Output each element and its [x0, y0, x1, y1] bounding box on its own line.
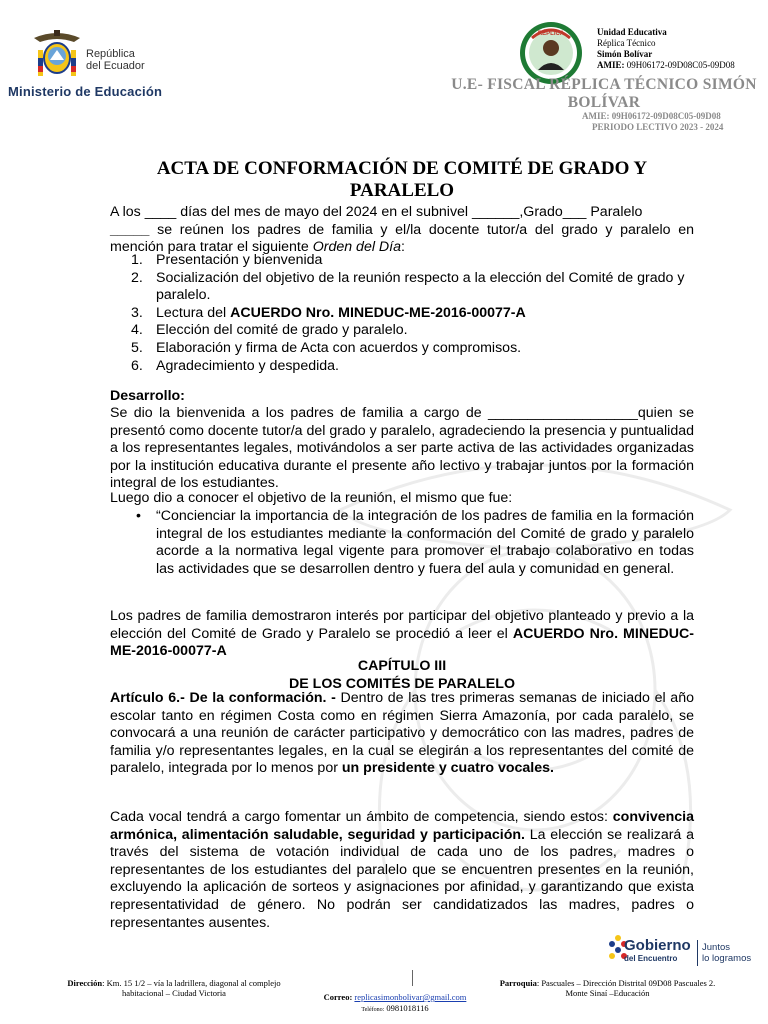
agenda-text: Agradecimiento y despedida.	[156, 357, 339, 374]
gobierno-logo	[608, 928, 768, 972]
intro-text-1: A los ____ días del mes de mayo del 2024 en el subnivel ______,Grado___ Paralelo	[110, 204, 643, 220]
gobierno-sub: del Encuentro	[624, 954, 678, 963]
agenda-num: 5.	[131, 339, 143, 356]
agenda-num: 4.	[131, 322, 143, 339]
capitulo-line2: DE LOS COMITÉS DE PARALELO	[289, 675, 515, 692]
republica-line2: del Ecuador	[86, 60, 145, 72]
document-title: ACTA DE CONFORMACIÓN DE COMITÉ DE GRADO Y PARALELO	[156, 158, 648, 201]
articulo-heading: Artículo 6.- De la conformación. -	[110, 690, 336, 706]
agenda-text: Elección del comité de grado y paralelo.	[156, 322, 408, 339]
intro-blank: _____	[110, 221, 150, 238]
gobierno-slogan	[702, 942, 751, 964]
institution-block	[597, 27, 735, 71]
direccion-text: : Km. 15 1/2 – vía la ladrillera, diagonal al complejo	[102, 978, 281, 988]
parroquia-text: : Pascuales – Dirección Distrital 09D08 Pascuales 2.	[536, 978, 716, 988]
footer-telefono	[300, 1003, 490, 1015]
amie-code: 09H06172-09D08C05-09D08	[626, 60, 735, 70]
agenda-item	[131, 305, 694, 323]
agenda-text: Socialización del objetivo de la reunión respecto a la elección del Comité de grado y paralelo.	[156, 269, 685, 304]
agenda-text: Lectura del	[156, 304, 231, 321]
orden-del-dia: Orden del Día	[312, 239, 402, 256]
inst-line3: Simón Bolívar	[597, 49, 653, 59]
slogan-line2: lo logramos	[702, 953, 752, 964]
desarrollo-heading: Desarrollo:	[110, 388, 185, 404]
agenda-item	[131, 252, 694, 270]
periodo-lectivo: PERIODO LECTIVO 2023 - 2024	[592, 122, 724, 130]
gobierno-divider	[697, 940, 698, 966]
school-title: U.E- FISCAL RÉPLICA TÉCNICO SIMÓN BOLÍVAR	[451, 76, 757, 111]
objetivo-intro: Luego dio a conocer el objetivo de la reunión, el mismo que fue:	[110, 490, 513, 506]
objetivo-text: “Concienciar la importancia de la integración de los padres de familia en la formación integral de los estudiantes mediante la conformación del Comité de grado y paralelo acorde a la normativa legal vigente para promover el trabajo colaborativo en todas las actividades que se desarrollen dentro y fuera del aula y comunidad en general.	[156, 508, 694, 577]
footer-divider	[412, 970, 413, 986]
acuerdo-paragraph	[110, 608, 694, 661]
parroquia-label: Parroquia	[499, 978, 537, 988]
footer-direccion	[54, 978, 294, 998]
seal-text: RÉPLICA	[537, 31, 565, 37]
parroquia-text-2: Monte Sinaí –Educación	[565, 988, 650, 998]
vocales-text-2: La elección se realizará a través del sistema de votación individual de cada uno de los padres, madres o representantes de los estudiantes del paralelo que se encuentren presentes en la reunión, excluyendo la aplicación de sorteos y asignaciones por afinidad, y garantizando que exista representatividad de género. No podrán ser candidatizados las madres, padres o representantes ausentes.	[110, 826, 694, 931]
gobierno-text: Gobierno	[624, 937, 691, 954]
ministerio-name: Ministerio de Educación	[8, 84, 163, 99]
inst-line2: Réplica Técnico	[597, 38, 656, 48]
intro-text-2: se reúnen los padres de familia y el/la docente tutor/a del grado y paralelo en mención para tratar el siguiente	[110, 221, 694, 256]
articulo-presidente: un presidente y cuatro vocales.	[341, 760, 554, 777]
telefono-value: 0981018116	[386, 1003, 429, 1013]
vocales-ambitos: convivencia armónica, alimentación saludable, seguridad y participación.	[110, 809, 694, 843]
agenda-item	[131, 358, 694, 376]
amie-line-2: AMIE: 09H06172-09D08C05-09D08	[582, 111, 721, 121]
amie-label: AMIE:	[597, 60, 625, 70]
agenda-num: 6.	[131, 357, 143, 374]
intro-colon: :	[401, 239, 405, 256]
ecuador-coat-of-arms-logo	[30, 28, 84, 82]
agenda-text: Elaboración y firma de Acta con acuerdos y compromisos.	[156, 339, 522, 356]
footer-correo: Correo: replicasimonbolivar@gmail.com	[323, 992, 467, 1002]
objetivo-bullet	[130, 508, 694, 578]
vocales-text: Cada vocal tendrá a cargo fomentar un ámbito de competencia, siendo estos:	[110, 809, 613, 825]
articulo-paragraph	[110, 690, 694, 778]
bullet-dot: •	[136, 508, 141, 524]
vocales-paragraph	[110, 809, 694, 932]
republica-text	[86, 48, 145, 72]
capitulo-line1: CAPÍTULO III	[357, 658, 447, 674]
correo-link[interactable]: replicasimonbolivar@gmail.com	[354, 992, 467, 1002]
agenda-list	[131, 252, 694, 375]
agenda-num: 2.	[131, 269, 143, 286]
footer-parroquia	[480, 978, 735, 998]
acuerdo-code: ACUERDO Nro. MINEDUC-ME-2016-00077-A	[110, 625, 694, 660]
articulo-text: Dentro de las tres primeras semanas de iniciado el año escolar tanto en régimen Costa como en régimen Sierra Amazonía, por cada paralelo, se convocará a una reunión de carácter participativo y democrático con las madres, padres de familia y/o representantes legales, en la cual se elegirán a los representantes del comité de paralelo, integrada por lo menos por	[110, 690, 694, 777]
correo-label: Correo	[323, 992, 350, 1002]
agenda-item	[131, 322, 694, 340]
agenda-item	[131, 340, 694, 358]
agenda-acuerdo: ACUERDO Nro. MINEDUC-ME-2016-00077-A	[230, 304, 526, 321]
agenda-num: 1.	[131, 252, 143, 268]
desarrollo-paragraph: Se dio la bienvenida a los padres de familia a cargo de ___________________quien se presentó como docente tutor/a del grado y paralelo, agradeciendo la presencia y puntualidad a los representantes legales, motivándolos a ser parte activa de las actividades organizadas por la institución educativa durante el presente año lectivo y trabajar juntos por la formación integral de los estudiantes.	[110, 405, 694, 492]
intro-paragraph	[110, 204, 694, 257]
direccion-label: Dirección	[67, 978, 103, 988]
telefono-label: Teléfono:	[361, 1007, 385, 1013]
inst-line1: Unidad Educativa	[597, 27, 667, 37]
agenda-text: Presentación y bienvenida	[156, 252, 323, 268]
agenda-num: 3.	[131, 304, 143, 321]
acuerdo-text: Los padres de familia demostraron interés por participar del objetivo planteado y previo a la elección del Comité de Grado y Paralelo se procedió a leer el	[110, 608, 694, 642]
capitulo-heading	[110, 658, 694, 693]
agenda-item	[131, 270, 694, 305]
republica-line1: República	[86, 48, 135, 60]
slogan-line1: Juntos	[702, 942, 730, 953]
direccion-text-2: habitacional – Ciudad Victoria	[122, 988, 226, 998]
